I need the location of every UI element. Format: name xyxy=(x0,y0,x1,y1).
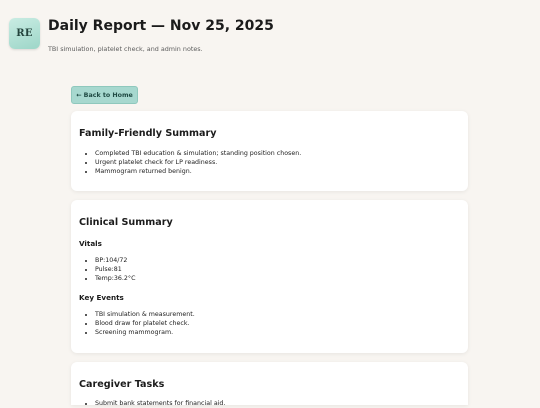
family-summary-card xyxy=(71,111,468,191)
vital-item: • Pulse:81 xyxy=(95,265,135,274)
back-to-home-button[interactable]: ← Back to Home xyxy=(71,86,138,104)
caregiver-tasks-list xyxy=(79,399,225,408)
caregiver-tasks-heading: Caregiver Tasks xyxy=(79,379,165,390)
key-events-heading: Key Events xyxy=(79,293,124,302)
key-events-list xyxy=(79,310,195,338)
list-item: • Mammogram returned benign. xyxy=(95,167,301,176)
clinical-summary-card xyxy=(71,200,468,353)
family-summary-list xyxy=(79,149,301,177)
page-header xyxy=(0,0,540,66)
caregiver-tasks-card xyxy=(71,362,468,405)
event-item: • TBI simulation & measurement. xyxy=(95,310,195,319)
task-item: • Submit bank statements for financial aid. xyxy=(95,399,225,408)
vital-item: • Temp:36.2°C xyxy=(95,274,135,283)
vital-item: • BP:104/72 xyxy=(95,256,135,265)
event-item: • Screening mammogram. xyxy=(95,328,195,337)
list-item: • Urgent platelet check for LP readiness. xyxy=(95,158,301,167)
event-item: • Blood draw for platelet check. xyxy=(95,319,195,328)
vitals-list xyxy=(79,256,135,284)
page-title: Daily Report — Nov 25, 2025 xyxy=(48,18,274,34)
page-subtitle: TBI simulation, platelet check, and admin notes. xyxy=(48,45,203,53)
app-logo: RE xyxy=(9,18,40,49)
vitals-heading: Vitals xyxy=(79,239,102,248)
list-item: • Completed TBI education & simulation; standing position chosen. xyxy=(95,149,301,158)
clinical-summary-heading: Clinical Summary xyxy=(79,217,173,228)
family-summary-heading: Family-Friendly Summary xyxy=(79,128,217,139)
